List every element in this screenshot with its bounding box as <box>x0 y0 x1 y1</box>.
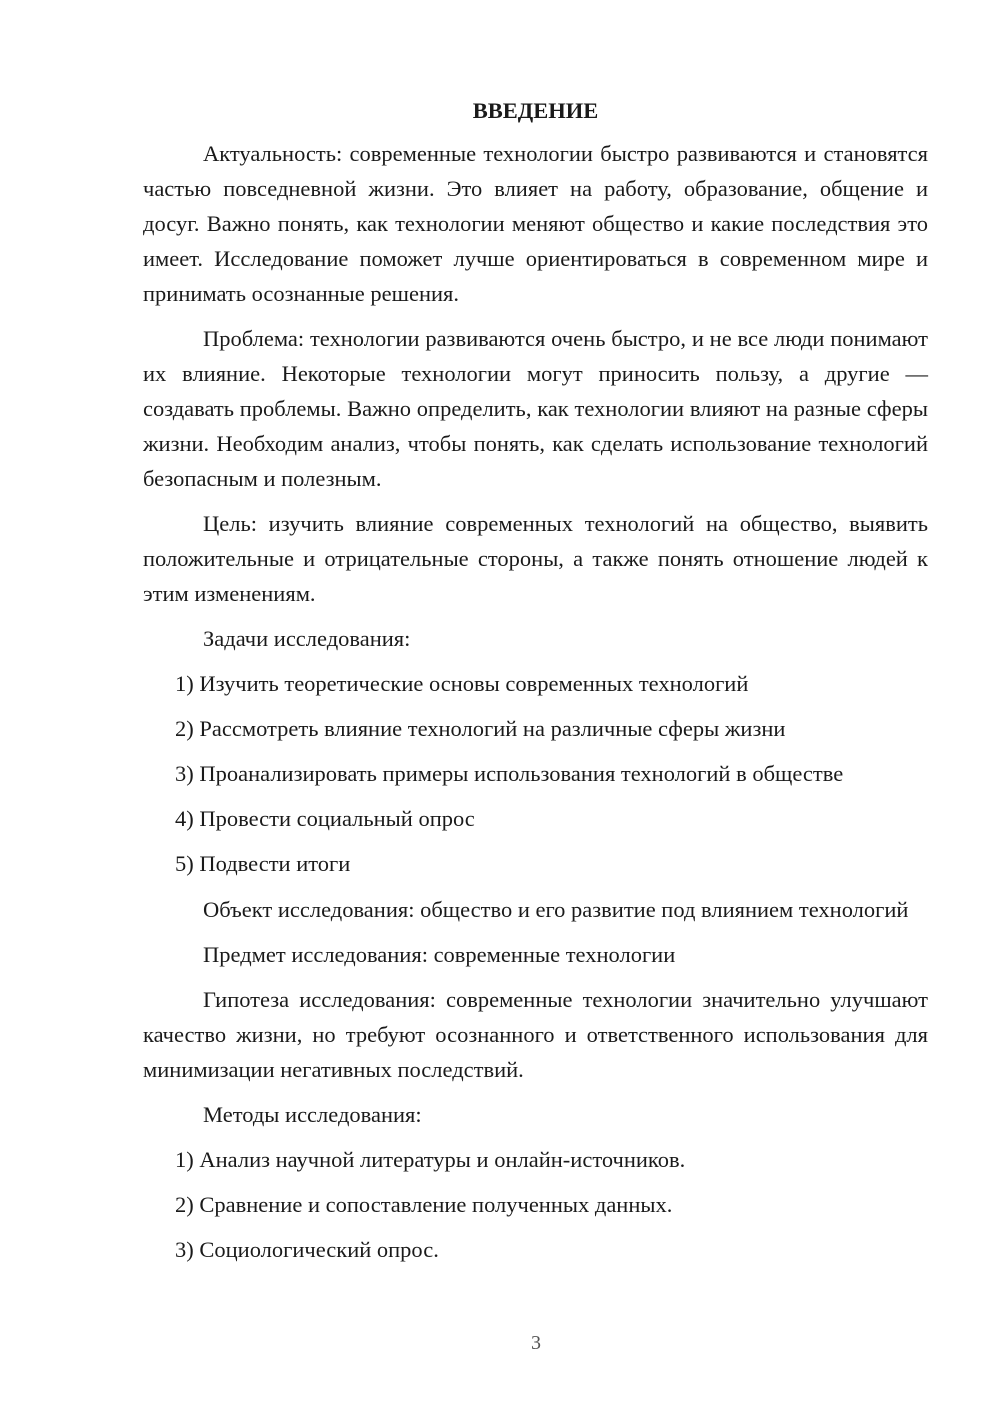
list-item: 2) Рассмотреть влияние технологий на различные сферы жизни <box>175 716 786 741</box>
document-page <box>143 96 928 1278</box>
list-item: 3) Проанализировать примеры использования технологий в обществе <box>175 761 844 786</box>
page-title: ВВЕДЕНИЕ <box>472 98 599 123</box>
list-item: 1) Изучить теоретические основы современных технологий <box>175 671 749 696</box>
relevance-paragraph: Актуальность: современные технологии быстро развиваются и становятся частью повседневной жизни. Это влияет на работу, образование, общение и досуг. Важно понять, как технологии меняют общество и какие последствия это имеет. Исследование поможет лучше ориентироваться в современном мире и принимать осознанные решения. <box>143 141 928 306</box>
tasks-heading: Задачи исследования: <box>203 626 411 651</box>
goal-paragraph: Цель: изучить влияние современных технологий на общество, выявить положительные и отрицательные стороны, а также понять отношение людей к этим изменениям. <box>143 511 928 606</box>
methods-heading: Методы исследования: <box>203 1102 422 1127</box>
object-paragraph: Объект исследования: общество и его развитие под влиянием технологий <box>203 897 909 922</box>
page-number: 3 <box>531 1332 541 1354</box>
list-item: 2) Сравнение и сопоставление полученных данных. <box>175 1192 673 1217</box>
list-item: 1) Анализ научной литературы и онлайн-источников. <box>175 1147 686 1172</box>
list-item: 3) Социологический опрос. <box>175 1237 439 1262</box>
list-item: 4) Провести социальный опрос <box>175 806 475 831</box>
problem-paragraph: Проблема: технологии развиваются очень быстро, и не все люди понимают их влияние. Некоторые технологии могут приносить пользу, а другие — создавать проблемы. Важно определить, как технологии влияют на разные сферы жизни. Необходим анализ, чтобы понять, как сделать использование технологий безопасным и полезным. <box>143 326 928 491</box>
tasks-list <box>143 666 928 881</box>
subject-paragraph: Предмет исследования: современные технологии <box>203 942 676 967</box>
hypothesis-paragraph: Гипотеза исследования: современные технологии значительно улучшают качество жизни, но требуют осознанного и ответственного использования для минимизации негативных последствий. <box>143 987 928 1082</box>
methods-list <box>143 1142 928 1267</box>
list-item: 5) Подвести итоги <box>175 851 351 876</box>
